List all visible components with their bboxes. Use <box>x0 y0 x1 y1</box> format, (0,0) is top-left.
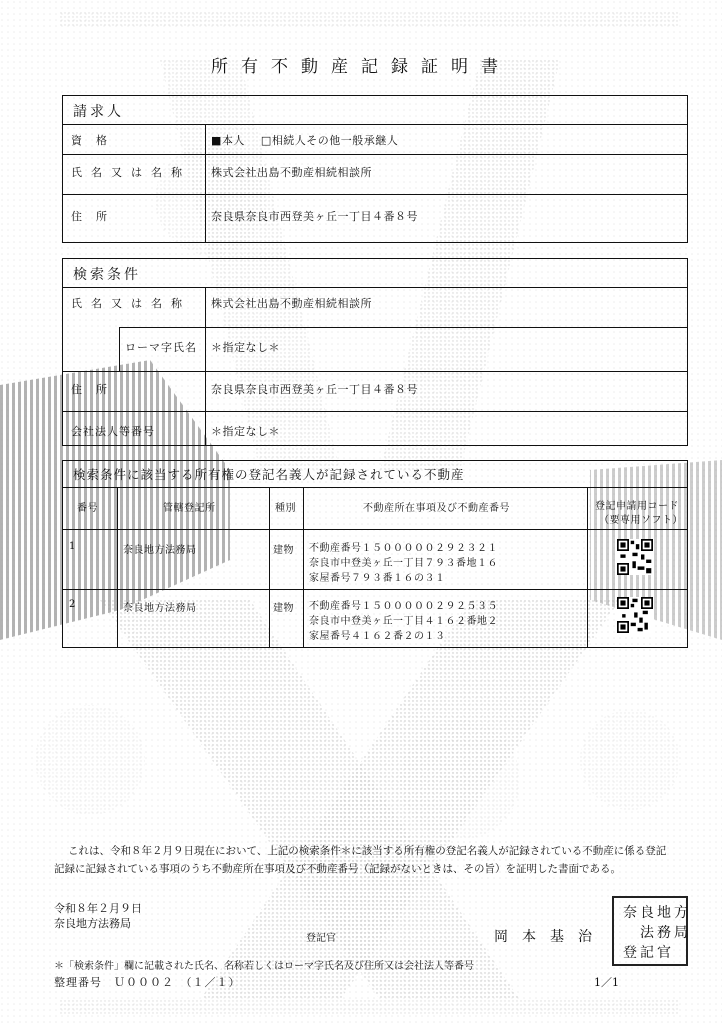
page-number: 1／1 <box>594 976 619 989</box>
qr-code-icon <box>617 539 653 575</box>
requester-address-value: 奈良県奈良市西登美ヶ丘一丁目４番８号 <box>211 210 418 223</box>
row2-number: 2 <box>69 599 76 610</box>
requester-address-label: 住所 <box>71 210 121 223</box>
qualification-label: 資格 <box>71 134 121 147</box>
roman-name-label: ローマ字氏名 <box>125 341 197 354</box>
search-address-label: 住所 <box>71 383 121 396</box>
qualification-value <box>211 132 398 148</box>
row1-line1: 不動産番号１５０００００２９２３２１ <box>309 543 498 554</box>
registrar-title: 登記官 <box>306 933 336 944</box>
search-header <box>63 259 687 288</box>
registrar-name: 岡 本 基 治 <box>494 929 592 945</box>
seal-char: 登 <box>623 945 637 961</box>
requester-name-value: 株式会社出島不動産相続相談所 <box>211 166 372 179</box>
corp-number-value: ＊指定なし＊ <box>211 425 280 438</box>
seal-char: 記 <box>640 945 654 961</box>
col-number: 番号 <box>77 503 98 514</box>
requester-name-label: 氏名又は名称 <box>71 166 191 179</box>
issue-date: 令和８年２月９日 <box>54 902 142 915</box>
row1-line3: 家屋番号７９３番１６の３１ <box>309 573 446 584</box>
seal-char: 方 <box>674 905 688 921</box>
issuing-office: 奈良地方法務局 <box>54 917 131 930</box>
document-title: 所有不動産記録証明書 <box>211 57 511 77</box>
properties-header <box>63 461 687 488</box>
corp-number-label: 会社法人等番号 <box>71 425 155 438</box>
col-detail: 不動産所在事項及び不動産番号 <box>363 503 510 514</box>
qualification-selected: 本人 <box>221 134 245 147</box>
reference-number: 整理番号 Ｕ０００２ （１／１） <box>54 976 241 989</box>
row2-office: 奈良地方法務局 <box>123 603 197 614</box>
row1-line2: 奈良市中登美ヶ丘一丁目７９３番地１６ <box>309 558 498 569</box>
row1-number: 1 <box>69 541 76 552</box>
seal-char: 良 <box>640 905 654 921</box>
qualification-unselected: 相続人その他一般承継人 <box>271 134 399 147</box>
properties-header-label: 検索条件に該当する所有権の登記名義人が記録されている不動産 <box>73 467 465 482</box>
search-header-label: 検索条件 <box>73 267 141 283</box>
unchecked-box-icon: □ <box>260 134 272 147</box>
seal-char: 官 <box>657 945 671 961</box>
search-condition-note: ＊「検索条件」欄に記載された氏名、名称若しくはローマ字氏名及び住所又は会社法人等番号 <box>54 961 474 972</box>
roman-name-value: ＊指定なし＊ <box>211 341 280 354</box>
col-code-note: （要専用ソフト） <box>599 515 683 526</box>
seal-char: 務 <box>657 925 671 941</box>
row2-kind: 建物 <box>273 603 294 614</box>
checked-box-icon: ■ <box>211 134 222 147</box>
certification-statement-line2: 記録に記録されている事項のうち不動産所在事項及び不動産番号（記録がないときは、その旨）を証明した書面である。 <box>54 863 621 875</box>
col-code: 登記申請用コード <box>595 501 679 512</box>
col-office: 管轄登記所 <box>163 503 216 514</box>
seal-char: 地 <box>657 905 671 921</box>
row2-line2: 奈良市中登美ヶ丘一丁目４１６２番地２ <box>309 616 498 627</box>
official-seal <box>612 896 688 966</box>
search-address-value: 奈良県奈良市西登美ヶ丘一丁目４番８号 <box>211 383 418 396</box>
row1-office: 奈良地方法務局 <box>123 545 197 556</box>
properties-section <box>62 460 688 648</box>
search-name-label: 氏名又は名称 <box>71 297 191 310</box>
row2-line3: 家屋番号４１６２番２の１３ <box>309 631 446 642</box>
col-kind: 種別 <box>275 503 296 514</box>
requester-section <box>62 95 688 243</box>
search-section <box>62 258 688 446</box>
row1-kind: 建物 <box>273 545 294 556</box>
seal-char: 局 <box>674 925 688 941</box>
certification-statement-line1: これは、令和８年２月９日現在において、上記の検索条件＊に該当する所有権の登記名義人が記録されている不動産に係る登記 <box>68 845 667 857</box>
requester-header <box>63 96 687 125</box>
search-name-value: 株式会社出島不動産相続相談所 <box>211 297 372 310</box>
seal-char: 奈 <box>623 905 637 921</box>
seal-char: 法 <box>640 925 654 941</box>
row2-line1: 不動産番号１５０００００２９２５３５ <box>309 601 498 612</box>
requester-header-label: 請求人 <box>73 104 124 120</box>
qr-code-icon <box>617 597 653 633</box>
